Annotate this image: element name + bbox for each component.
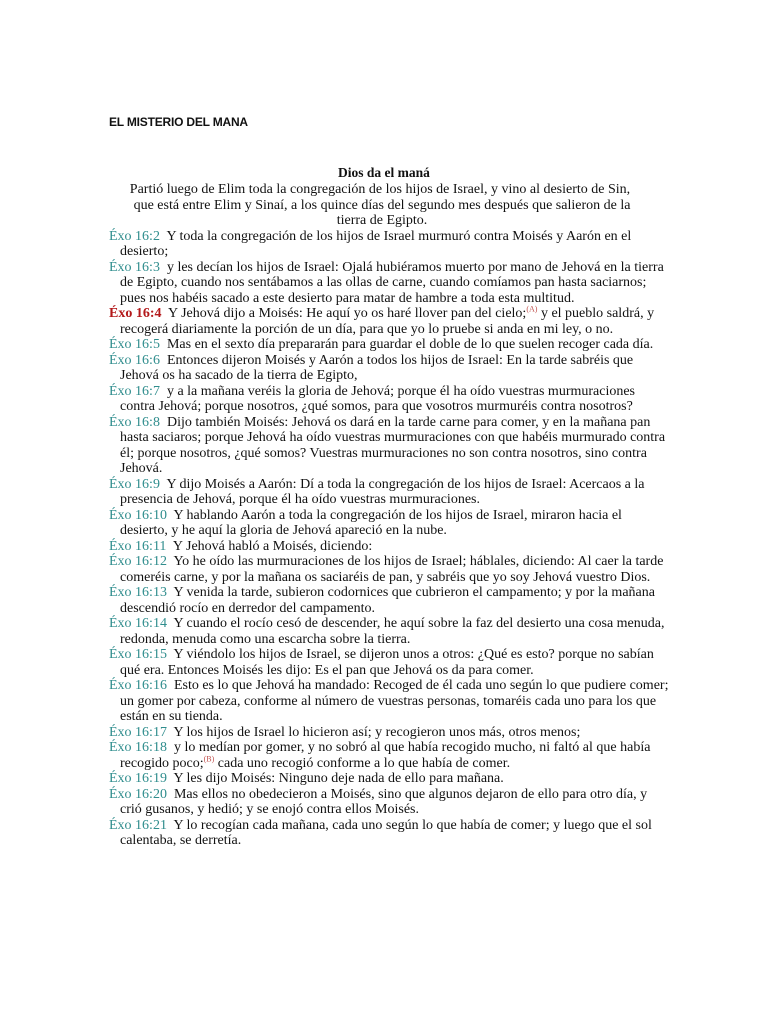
verse-reference[interactable]: Éxo 16:13 [109, 585, 167, 600]
verse-reference[interactable]: Éxo 16:6 [109, 352, 160, 368]
verse-reference[interactable]: Éxo 16:12 [109, 554, 167, 569]
verse-text-continued: y el pueblo saldrá, y recogerá diariamente la porción de un día, para que yo lo pruebe si anda en mi ley, o no. [120, 306, 655, 337]
verse-reference[interactable]: Éxo 16:9 [109, 476, 160, 492]
verse-reference[interactable]: Éxo 16:10 [109, 507, 167, 523]
footnote-marker[interactable]: (A) [526, 304, 538, 314]
verse [109, 616, 669, 647]
verse-reference[interactable]: Éxo 16:21 [109, 817, 167, 833]
intro-paragraph: Partió luego de Elim toda la congregación de los hijos de Israel, y vino al desierto de Sin, que está entre Elim y Sinaí, a los quince días del segundo mes después que salieron de la tierra de Egipto. [129, 182, 631, 228]
verse-text: Y lo recogían cada mañana, cada uno según lo que había de comer; y luego que el sol calentaba, se derretía. [120, 817, 652, 848]
verse [109, 353, 669, 384]
verse [109, 415, 669, 477]
verse [109, 539, 669, 555]
verse-text: Y Jehová dijo a Moisés: He aquí yo os haré llover pan del cielo; [167, 306, 527, 321]
verse-reference[interactable]: Éxo 16:11 [109, 538, 167, 554]
document-title: EL MISTERIO DEL MANA [109, 115, 248, 129]
verse-text: Y viéndolo los hijos de Israel, se dijeron unos a otros: ¿Qué es esto? porque no sabían qué era. Entonces Moisés les dijo: Es el pan que Jehová os da para comer. [120, 647, 654, 678]
verse-text: Mas ellos no obedecieron a Moisés, sino que algunos dejaron de ello para otro día, y crió gusanos, y hedió; y se enojó contra ellos Moisés. [120, 786, 648, 817]
verse-reference[interactable]: Éxo 16:15 [109, 647, 167, 662]
verse-text: Mas en el sexto día prepararán para guardar el doble de lo que suelen recoger cada día. [166, 337, 654, 352]
verse-reference[interactable]: Éxo 16:14 [109, 616, 167, 631]
verse-reference[interactable]: Éxo 16:5 [109, 337, 160, 352]
verse-reference[interactable]: Éxo 16:8 [109, 414, 160, 430]
verse [109, 818, 669, 849]
verse-reference[interactable]: Éxo 16:17 [109, 724, 167, 740]
verse [109, 337, 669, 353]
verse-text: Y Jehová habló a Moisés, diciendo: [172, 538, 373, 554]
verse-text: Y los hijos de Israel lo hicieron así; y recogieron unos más, otros menos; [173, 724, 581, 740]
verse [109, 477, 669, 508]
scripture-passage [109, 182, 669, 849]
verse-text: y a la mañana veréis la gloria de Jehová; porque él ha oído vuestras murmuraciones contra Jehová; porque nosotros, ¿qué somos, para que vosotros murmuréis contra nosotros? [120, 383, 636, 414]
verse-text: Y dijo Moisés a Aarón: Dí a toda la congregación de los hijos de Israel: Acercaos a la presencia de Jehová, porque él ha oído vuestras murmuraciones. [120, 476, 645, 507]
verse-text: y lo medían por gomer, y no sobró al que había recogido mucho, ni faltó al que había recogido poco; [120, 740, 651, 771]
verse-reference[interactable]: Éxo 16:3 [109, 259, 160, 275]
verse [109, 678, 669, 725]
verse-reference[interactable]: Éxo 16:2 [109, 228, 160, 244]
verse-text: Y cuando el rocío cesó de descender, he aquí sobre la faz del desierto una cosa menuda, redonda, menuda como una escarcha sobre la tierra. [120, 616, 665, 647]
verse-text-continued: cada uno recogió conforme a lo que había de comer. [217, 755, 511, 771]
verse-reference[interactable]: Éxo 16:7 [109, 383, 160, 399]
verse [109, 554, 669, 585]
verse-text: Entonces dijeron Moisés y Aarón a todos los hijos de Israel: En la tarde sabréis que Jehová os ha sacado de la tierra de Egipto, [120, 352, 634, 383]
verse [109, 585, 669, 616]
verse [109, 740, 669, 771]
verse [109, 771, 669, 787]
verse [109, 229, 669, 260]
verse-reference-highlighted[interactable]: Éxo 16:4 [109, 306, 162, 321]
verse [109, 725, 669, 741]
verse-reference[interactable]: Éxo 16:20 [109, 786, 167, 802]
verse-text: Yo he oído las murmuraciones de los hijos de Israel; háblales, diciendo: Al caer la tarde comeréis carne, y por la mañana os saciaréis de pan, y sabréis que yo soy Jehová vuestro Dios. [120, 554, 664, 585]
verse-text: Esto es lo que Jehová ha mandado: Recoged de él cada uno según lo que pudiere comer; un gomer por cabeza, conforme al número de vuestras personas, tomaréis cada uno para los que están en su tienda. [120, 678, 669, 724]
verse-text: Y les dijo Moisés: Ninguno deje nada de ello para mañana. [173, 771, 504, 786]
verse-text: Y toda la congregación de los hijos de Israel murmuró contra Moisés y Aarón en el desierto; [120, 228, 632, 259]
verse-reference[interactable]: Éxo 16:18 [109, 740, 167, 755]
verse [109, 508, 669, 539]
verse [109, 260, 669, 307]
verse-text: y les decían los hijos de Israel: Ojalá hubiéramos muerto por mano de Jehová en la tierra de Egipto, cuando nos sentábamos a las ollas de carne, cuando comíamos pan hasta saciarnos; pues nos habéis sacado a este desierto para matar de hambre a toda esta multitud. [120, 259, 664, 306]
verse [109, 306, 669, 337]
verse-text: Dijo también Moisés: Jehová os dará en la tarde carne para comer, y en la mañana pan hasta saciaros; porque Jehová ha oído vuestras murmuraciones con que habéis murmurado contra él; porque nosotros, ¿qué somos? Vuestras murmuraciones no son contra nosotros, sino contra Jehová. [120, 414, 666, 476]
section-heading: Dios da el maná [338, 165, 430, 180]
verse [109, 647, 669, 678]
verse-text: Y hablando Aarón a toda la congregación de los hijos de Israel, miraron hacia el desierto, y he aquí la gloria de Jehová apareció en la nube. [120, 507, 622, 538]
footnote-marker[interactable]: (B) [203, 753, 215, 763]
verse [109, 384, 669, 415]
verse-reference[interactable]: Éxo 16:16 [109, 678, 167, 693]
verse-reference[interactable]: Éxo 16:19 [109, 771, 167, 786]
verse [109, 787, 669, 818]
verse-text: Y venida la tarde, subieron codornices que cubrieron el campamento; y por la mañana descendió rocío en derredor del campamento. [120, 585, 655, 616]
